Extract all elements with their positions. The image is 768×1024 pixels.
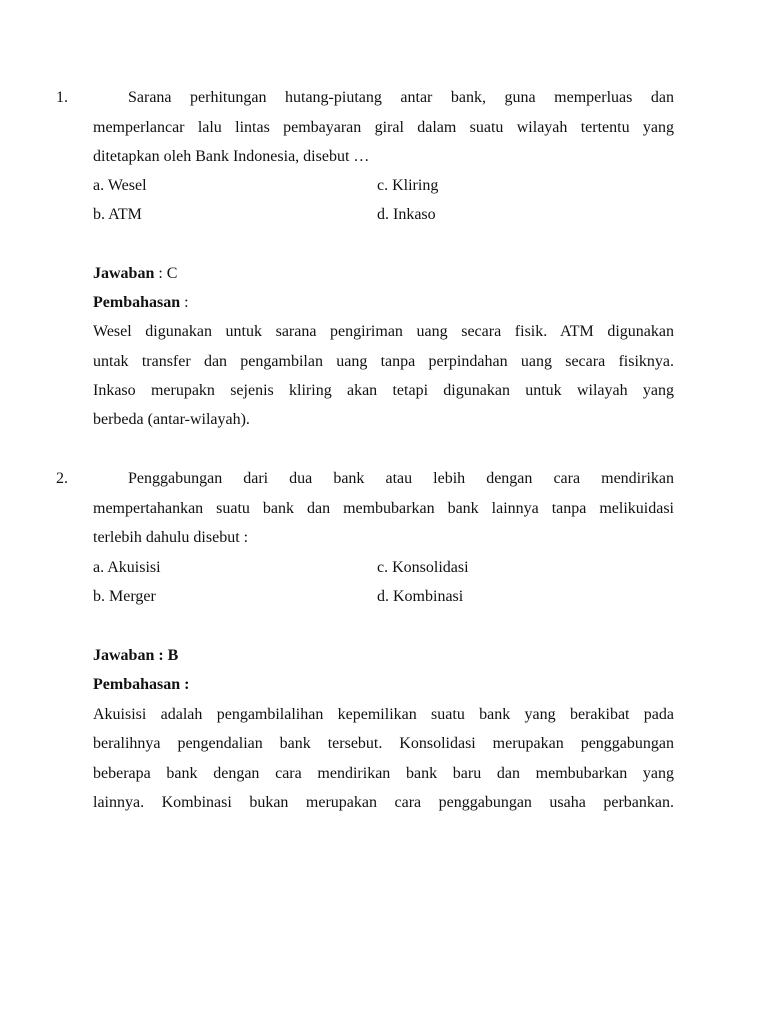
question-2-option-c: c. Konsolidasi	[377, 559, 469, 576]
question-1-text-line-2: memperlancar lalu lintas pembayaran giral dalam suatu wilayah tertentu yang	[93, 119, 674, 136]
question-1-text-line-3: ditetapkan oleh Bank Indonesia, disebut …	[93, 148, 370, 165]
question-1-explanation-heading	[93, 293, 189, 313]
question-2-explanation-line-1: Akuisisi adalah pengambilalihan kepemilikan suatu bank yang berakibat pada	[93, 706, 674, 723]
question-2-explanation-line-4: lainnya. Kombinasi bukan merupakan cara penggabungan usaha perbankan.	[93, 794, 674, 811]
question-1-answer	[93, 264, 177, 284]
question-2-text-line-2: mempertahankan suatu bank dan membubarkan bank lainnya tanpa melikuidasi	[93, 500, 674, 517]
question-2-option-d: d. Kombinasi	[377, 588, 464, 605]
question-1-explanation-line-4: berbeda (antar-wilayah).	[93, 411, 250, 428]
question-1-option-b: b. ATM	[93, 206, 142, 223]
question-1-option-a: a. Wesel	[93, 177, 147, 194]
question-1-text-line-1: Sarana perhitungan hutang-piutang antar bank, guna memperluas dan	[128, 89, 674, 106]
question-1-answer-label: Jawaban	[93, 265, 155, 282]
question-2-number: 2.	[56, 470, 68, 487]
question-2-text-line-3: terlebih dahulu disebut :	[93, 529, 249, 546]
question-1-explanation-line-1: Wesel digunakan untuk sarana pengiriman uang secara fisik. ATM digunakan	[93, 323, 674, 340]
question-1-number: 1.	[56, 89, 68, 106]
question-1-option-c: c. Kliring	[377, 177, 439, 194]
question-2-option-b: b. Merger	[93, 588, 156, 605]
question-1-explanation-line-2: untak transfer dan pengambilan uang tanpa perpindahan uang secara fisiknya.	[93, 353, 674, 370]
question-1-explanation-label: Pembahasan	[93, 294, 181, 311]
question-1-explanation-colon: :	[180, 294, 189, 311]
question-2-answer: Jawaban : B	[93, 647, 179, 664]
question-2-explanation-heading: Pembahasan :	[93, 676, 190, 693]
question-2-option-a: a. Akuisisi	[93, 559, 161, 576]
question-1-explanation-line-3: Inkaso merupakn sejenis kliring akan tetapi digunakan untuk wilayah yang	[93, 382, 674, 399]
question-1-option-d: d. Inkaso	[377, 206, 436, 223]
question-2-explanation-line-2: beralihnya pengendalian bank tersebut. Konsolidasi merupakan penggabungan	[93, 735, 674, 752]
question-2-explanation-line-3: beberapa bank dengan cara mendirikan bank baru dan membubarkan yang	[93, 765, 674, 782]
question-1-answer-value: : C	[154, 265, 178, 282]
question-2-text-line-1: Penggabungan dari dua bank atau lebih dengan cara mendirikan	[128, 470, 674, 487]
